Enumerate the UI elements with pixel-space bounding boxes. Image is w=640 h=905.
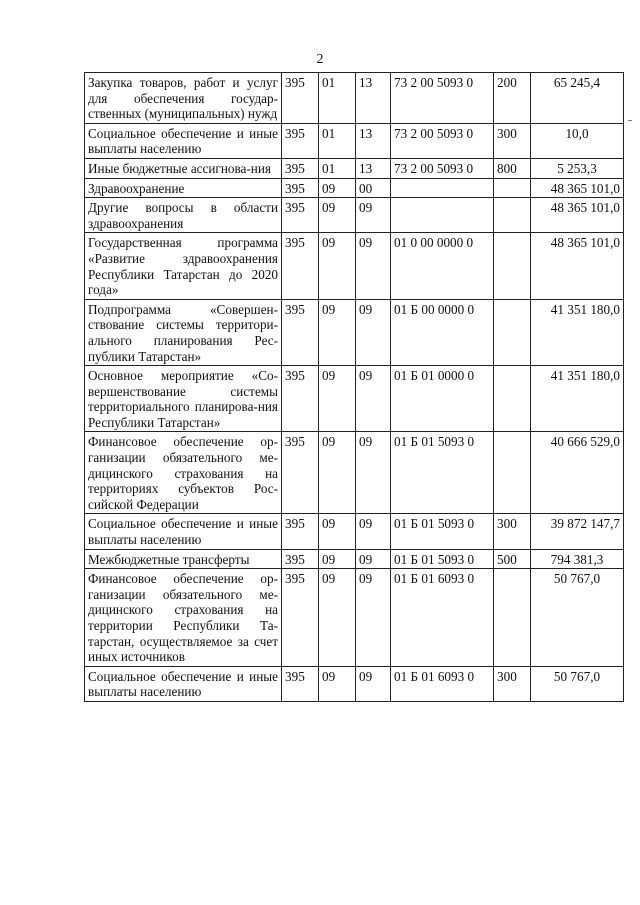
admin-code-cell: 395 xyxy=(282,198,319,233)
section-code-cell: 01 xyxy=(319,158,356,178)
subsection-code-cell: 13 xyxy=(356,158,391,178)
subsection-code-cell: 09 xyxy=(356,432,391,514)
target-article-cell: 01 Б 01 6093 0 xyxy=(391,666,494,701)
subsection-code-cell: 09 xyxy=(356,299,391,365)
row-name-cell: Иные бюджетные ассигнова-ния xyxy=(85,158,282,178)
expense-type-cell: 200 xyxy=(494,73,531,124)
amount-cell: 10,0 xyxy=(531,123,624,158)
expense-type-cell xyxy=(494,198,531,233)
section-code-cell: 09 xyxy=(319,514,356,549)
row-name-cell: Социальное обеспечение и иные выплаты населению xyxy=(85,666,282,701)
budget-table xyxy=(84,72,624,702)
admin-code-cell: 395 xyxy=(282,73,319,124)
target-article-cell: 01 Б 01 0000 0 xyxy=(391,366,494,432)
amount-cell: 48 365 101,0 xyxy=(531,233,624,299)
subsection-code-cell: 09 xyxy=(356,233,391,299)
amount-cell: 50 767,0 xyxy=(531,569,624,667)
expense-type-cell xyxy=(494,366,531,432)
row-name-cell: Закупка товаров, работ и услуг для обеспечения государ-ственных (муниципальных) нужд xyxy=(85,73,282,124)
amount-cell: 50 767,0 xyxy=(531,666,624,701)
target-article-cell xyxy=(391,178,494,198)
table-row xyxy=(85,233,624,299)
row-name-cell: Межбюджетные трансферты xyxy=(85,549,282,569)
table-row xyxy=(85,299,624,365)
target-article-cell: 73 2 00 5093 0 xyxy=(391,73,494,124)
admin-code-cell: 395 xyxy=(282,666,319,701)
table-row xyxy=(85,514,624,549)
admin-code-cell: 395 xyxy=(282,432,319,514)
subsection-code-cell: 09 xyxy=(356,198,391,233)
section-code-cell: 09 xyxy=(319,432,356,514)
target-article-cell: 01 Б 01 6093 0 xyxy=(391,569,494,667)
admin-code-cell: 395 xyxy=(282,569,319,667)
amount-cell: 48 365 101,0 xyxy=(531,178,624,198)
subsection-code-cell: 09 xyxy=(356,666,391,701)
amount-cell: 40 666 529,0 xyxy=(531,432,624,514)
subsection-code-cell: 13 xyxy=(356,123,391,158)
amount-cell: 41 351 180,0 xyxy=(531,299,624,365)
section-code-cell: 01 xyxy=(319,123,356,158)
table-row xyxy=(85,569,624,667)
section-code-cell: 09 xyxy=(319,178,356,198)
subsection-code-cell: 09 xyxy=(356,549,391,569)
target-article-cell: 73 2 00 5093 0 xyxy=(391,158,494,178)
row-name-cell: Финансовое обеспечение ор-ганизации обязательного ме-дицинского страхования на территориях субъектов Рос-сийской Федерации xyxy=(85,432,282,514)
expense-type-cell: 300 xyxy=(494,123,531,158)
table-row xyxy=(85,123,624,158)
expense-type-cell: 800 xyxy=(494,158,531,178)
subsection-code-cell: 09 xyxy=(356,569,391,667)
row-name-cell: Основное мероприятие «Со-вершенствование системы территориального планирова-ния Республики Татарстан» xyxy=(85,366,282,432)
admin-code-cell: 395 xyxy=(282,299,319,365)
target-article-cell: 01 Б 01 5093 0 xyxy=(391,549,494,569)
row-name-cell: Финансовое обеспечение ор-ганизации обязательного ме-дицинского страхования на территории Республики Та-тарстан, осуществляемое за счет иных источников xyxy=(85,569,282,667)
section-code-cell: 09 xyxy=(319,366,356,432)
row-name-cell: Другие вопросы в области здравоохранения xyxy=(85,198,282,233)
subsection-code-cell: 09 xyxy=(356,514,391,549)
row-name-cell: Здравоохранение xyxy=(85,178,282,198)
expense-type-cell: 300 xyxy=(494,666,531,701)
target-article-cell: 01 0 00 0000 0 xyxy=(391,233,494,299)
expense-type-cell xyxy=(494,233,531,299)
admin-code-cell: 395 xyxy=(282,123,319,158)
amount-cell: 65 245,4 xyxy=(531,73,624,124)
section-code-cell: 09 xyxy=(319,299,356,365)
expense-type-cell xyxy=(494,432,531,514)
table-row xyxy=(85,158,624,178)
section-code-cell: 09 xyxy=(319,233,356,299)
target-article-cell: 73 2 00 5093 0 xyxy=(391,123,494,158)
section-code-cell: 09 xyxy=(319,666,356,701)
amount-cell: 794 381,3 xyxy=(531,549,624,569)
admin-code-cell: 395 xyxy=(282,178,319,198)
amount-cell: 39 872 147,7 xyxy=(531,514,624,549)
amount-cell: 41 351 180,0 xyxy=(531,366,624,432)
section-code-cell: 09 xyxy=(319,198,356,233)
table-row xyxy=(85,366,624,432)
amount-cell: 5 253,3 xyxy=(531,158,624,178)
table-row xyxy=(85,432,624,514)
section-code-cell: 09 xyxy=(319,549,356,569)
target-article-cell: 01 Б 00 0000 0 xyxy=(391,299,494,365)
table-row xyxy=(85,73,624,124)
table-row xyxy=(85,198,624,233)
admin-code-cell: 395 xyxy=(282,514,319,549)
section-code-cell: 01 xyxy=(319,73,356,124)
target-article-cell xyxy=(391,198,494,233)
table-row xyxy=(85,549,624,569)
expense-type-cell xyxy=(494,178,531,198)
target-article-cell: 01 Б 01 5093 0 xyxy=(391,514,494,549)
table-row xyxy=(85,178,624,198)
expense-type-cell xyxy=(494,569,531,667)
row-name-cell: Государственная программа «Развитие здравоохранения Республики Татарстан до 2020 года» xyxy=(85,233,282,299)
amount-cell: 48 365 101,0 xyxy=(531,198,624,233)
table-row xyxy=(85,666,624,701)
budget-table-body xyxy=(85,73,624,702)
margin-mark xyxy=(628,120,632,121)
subsection-code-cell: 00 xyxy=(356,178,391,198)
target-article-cell: 01 Б 01 5093 0 xyxy=(391,432,494,514)
subsection-code-cell: 09 xyxy=(356,366,391,432)
admin-code-cell: 395 xyxy=(282,158,319,178)
row-name-cell: Социальное обеспечение и иные выплаты населению xyxy=(85,123,282,158)
row-name-cell: Подпрограмма «Совершен-ствование системы территори-ального планирования Рес-публики Татарстан» xyxy=(85,299,282,365)
expense-type-cell xyxy=(494,299,531,365)
admin-code-cell: 395 xyxy=(282,366,319,432)
section-code-cell: 09 xyxy=(319,569,356,667)
subsection-code-cell: 13 xyxy=(356,73,391,124)
page-number: 2 xyxy=(316,52,324,67)
row-name-cell: Социальное обеспечение и иные выплаты населению xyxy=(85,514,282,549)
expense-type-cell: 500 xyxy=(494,549,531,569)
expense-type-cell: 300 xyxy=(494,514,531,549)
admin-code-cell: 395 xyxy=(282,549,319,569)
admin-code-cell: 395 xyxy=(282,233,319,299)
